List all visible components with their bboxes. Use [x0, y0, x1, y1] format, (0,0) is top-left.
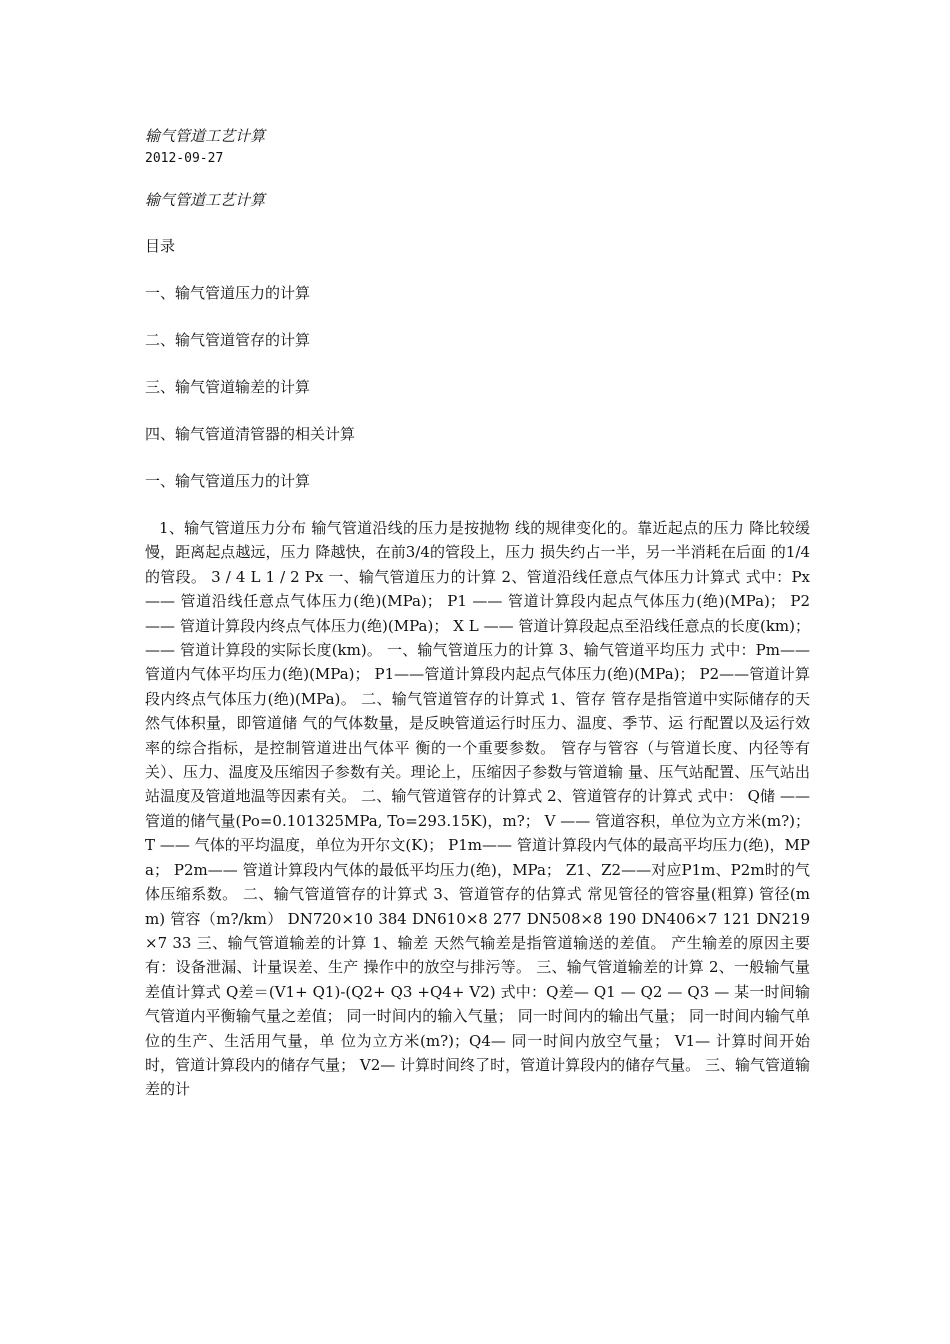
toc-item: 三、输气管道输差的计算: [145, 378, 311, 396]
document-page: [145, 124, 810, 1102]
toc-item: 一、输气管道压力的计算: [145, 284, 311, 302]
toc-item: 二、输气管道管存的计算: [145, 331, 311, 349]
toc-item: 四、输气管道清管器的相关计算: [145, 425, 356, 443]
toc-heading: 目录: [145, 237, 176, 255]
section-heading: 一、输气管道压力的计算: [145, 472, 311, 490]
body-paragraph: 1、输气管道压力分布 输气管道沿线的压力是按抛物 线的规律变化的。靠近起点的压力 降比较缓慢，距离起点越远，压力 降越快，在前3/4的管段上，压力 损失约占一半，另一半消耗在后面 的1/4的管段。 3 / 4 L 1 / 2 Px 一、输气管道压力的计算 2、管道沿线任意点气体压力计算式 式中：Px —— 管道沿线任意点气体压力(绝)(MPa)； P1 —— 管道计算段内起点气体压力(绝)(MPa)； P2 —— 管道计算段内终点气体压力(绝)(MPa)； X L —— 管道计算段起点至沿线任意点的长度(km)； —— 管道计算段的实际长度(km)。 一、输气管道压力的计算 3、输气管道平均压力 式中：Pm——管道内气体平均压力(绝)(MPa)； P1——管道计算段内起点气体压力(绝)(MPa)； P2——管道计算段内终点气体压力(绝)(MPa)。 二、输气管道管存的计算式 1、管存 管存是指管道中实际储存的天然气体积量，即管道储 气的气体数量，是反映管道运行时压力、温度、季节、运 行配置以及运行效率的综合指标，是控制管道进出气体平 衡的一个重要参数。 管存与管容（与管道长度、内径等有关）、压力、温度及压缩因子参数有关。理论上，压缩因子参数与管道输 量、压气站配置、压气站出站温度及管道地温等因素有关。 二、输气管道管存的计算式 2、管道管存的计算式 式中： Q储 —— 管道的储气量(Po=0.101325MPa, To=293.15K)，m?； V —— 管道容积，单位为立方米(m?)； T —— 气体的平均温度，单位为开尔文(K)； P1m—— 管道计算段内气体的最高平均压力(绝)，MPa； P2m—— 管道计算段内气体的最低平均压力(绝)，MPa； Z1、Z2——对应P1m、P2m时的气体压缩系数。 二、输气管道管存的计算式 3、管道管存的估算式 常见管径的管容量(粗算) 管径(mm) 管容（m?/km） DN720×10 384 DN610×8 277 DN508×8 190 DN406×7 121 DN219×7 33 三、输气管道输差的计算 1、输差 天然气输差是指管道输送的差值。 产生输差的原因主要有：设备泄漏、计量误差、生产 操作中的放空与排污等。 三、输气管道输差的计算 2、一般输气量差值计算式 Q差＝(V1+ Q1)-(Q2+ Q3 +Q4+ V2) 式中：Q差— Q1 — Q2 — Q3 — 某一时间输气管道内平衡输气量之差值； 同一时间内的输入气量； 同一时间内的输出气量； 同一时间内输气单位的生产、生活用气量，单 位为立方米(m?)；Q4— 同一时间内放空气量； V1— 计算时间开始时，管道计算段内的储存气量； V2— 计算时间终了时，管道计算段内的储存气量。 三、输气管道输差的计: [145, 519, 810, 1099]
document-subtitle: 输气管道工艺计算: [145, 191, 266, 209]
document-title: 输气管道工艺计算: [145, 127, 266, 145]
document-date: 2012-09-27: [145, 151, 224, 166]
